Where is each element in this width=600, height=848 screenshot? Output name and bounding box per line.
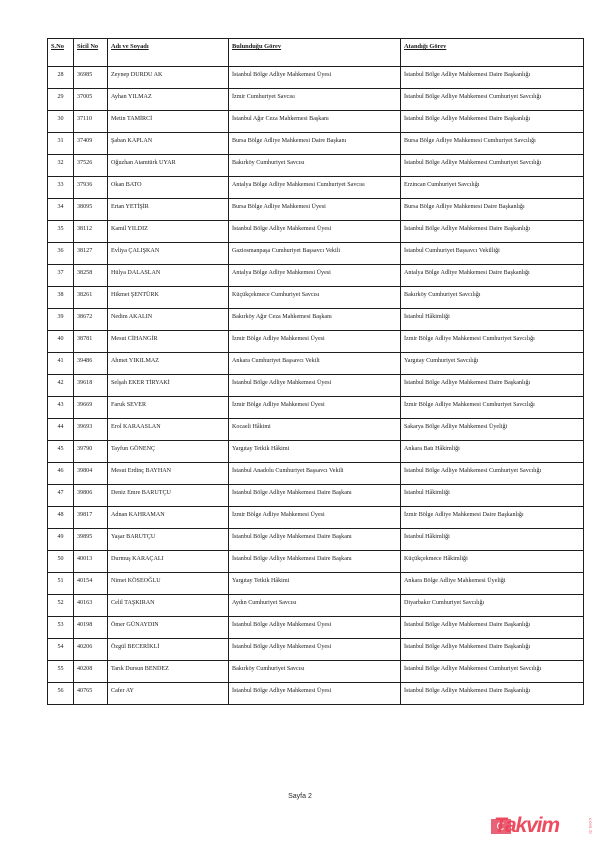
cell-bulundugu-gorev: Bursa Bölge Adliye Mahkemesi Üyesi <box>229 199 401 221</box>
cell-sno: 42 <box>48 375 74 397</box>
table-row <box>48 551 584 573</box>
cell-atandigi-gorev: İstanbul Bölge Adliye Mahkemesi Cumhuriyet Savcılığı <box>401 155 584 177</box>
cell-bulundugu-gorev: Bakırköy Ağır Ceza Mahkemesi Başkanı <box>229 309 401 331</box>
cell-bulundugu-gorev: İstanbul Bölge Adliye Mahkemesi Üyesi <box>229 375 401 397</box>
cell-atandigi-gorev: İstanbul Bölge Adliye Mahkemesi Daire Başkanlığı <box>401 221 584 243</box>
cell-atandigi-gorev: İstanbul Hâkimliği <box>401 485 584 507</box>
cell-ad-soyad: Oğuzhan Atamtürk UYAR <box>108 155 229 177</box>
cell-ad-soyad: Metin TAMİRCİ <box>108 111 229 133</box>
cell-atandigi-gorev: Antalya Bölge Adliye Mahkemesi Daire Başkanlığı <box>401 265 584 287</box>
cell-sicil-no: 38258 <box>74 265 108 287</box>
table-row <box>48 507 584 529</box>
cell-ad-soyad: Nimet KÖSEOĞLU <box>108 573 229 595</box>
cell-bulundugu-gorev: İzmir Bölge Adliye Mahkemesi Üyesi <box>229 397 401 419</box>
cell-ad-soyad: Faruk SEVER <box>108 397 229 419</box>
cell-atandigi-gorev: İzmir Bölge Adliye Mahkemesi Cumhuriyet Savcılığı <box>401 397 584 419</box>
cell-sno: 40 <box>48 331 74 353</box>
cell-sno: 47 <box>48 485 74 507</box>
cell-atandigi-gorev: İstanbul Hâkimliği <box>401 309 584 331</box>
table-row <box>48 375 584 397</box>
cell-atandigi-gorev: İstanbul Cumhuriyet Başsavcı Vekilliği <box>401 243 584 265</box>
cell-bulundugu-gorev: Yargıtay Tetkik Hâkimi <box>229 441 401 463</box>
appointments-table <box>47 38 584 705</box>
cell-bulundugu-gorev: İstanbul Bölge Adliye Mahkemesi Üyesi <box>229 683 401 705</box>
cell-sicil-no: 39804 <box>74 463 108 485</box>
cell-bulundugu-gorev: Ankara Cumhuriyet Başsavcı Vekili <box>229 353 401 375</box>
table-row <box>48 353 584 375</box>
cell-sicil-no: 39895 <box>74 529 108 551</box>
cell-bulundugu-gorev: İzmir Bölge Adliye Mahkemesi Üyesi <box>229 331 401 353</box>
table-row <box>48 199 584 221</box>
cell-bulundugu-gorev: İstanbul Bölge Adliye Mahkemesi Üyesi <box>229 67 401 89</box>
cell-sno: 35 <box>48 221 74 243</box>
cell-sicil-no: 38672 <box>74 309 108 331</box>
cell-sicil-no: 39486 <box>74 353 108 375</box>
table-row <box>48 639 584 661</box>
cell-ad-soyad: Adnan KAHRAMAN <box>108 507 229 529</box>
watermark-brand: Takvim <box>494 814 559 837</box>
cell-bulundugu-gorev: İstanbul Bölge Adliye Mahkemesi Daire Başkanı <box>229 551 401 573</box>
cell-sicil-no: 38095 <box>74 199 108 221</box>
table-row <box>48 485 584 507</box>
cell-ad-soyad: Ahmet YIKILMAZ <box>108 353 229 375</box>
cell-ad-soyad: Mesut Erdinç BAYHAN <box>108 463 229 485</box>
cell-sno: 54 <box>48 639 74 661</box>
cell-sicil-no: 39790 <box>74 441 108 463</box>
cell-sno: 44 <box>48 419 74 441</box>
cell-atandigi-gorev: Küçükçekmece Hâkimliği <box>401 551 584 573</box>
cell-sicil-no: 37409 <box>74 133 108 155</box>
cell-sicil-no: 39693 <box>74 419 108 441</box>
table-row <box>48 661 584 683</box>
table-row <box>48 419 584 441</box>
cell-sno: 39 <box>48 309 74 331</box>
cell-bulundugu-gorev: İstanbul Bölge Adliye Mahkemesi Daire Başkanı <box>229 529 401 551</box>
column-header-sicil-no: Sicil No <box>74 39 108 67</box>
cell-atandigi-gorev: Erzincan Cumhuriyet Savcılığı <box>401 177 584 199</box>
cell-atandigi-gorev: İstanbul Bölge Adliye Mahkemesi Cumhuriyet Savcılığı <box>401 89 584 111</box>
cell-atandigi-gorev: İstanbul Hâkimliği <box>401 529 584 551</box>
cell-atandigi-gorev: İstanbul Bölge Adliye Mahkemesi Daire Başkanlığı <box>401 375 584 397</box>
column-header-bulundugu-gorev: Bulunduğu Görev <box>229 39 401 67</box>
cell-bulundugu-gorev: Aydın Cumhuriyet Savcısı <box>229 595 401 617</box>
cell-bulundugu-gorev: İstanbul Bölge Adliye Mahkemesi Üyesi <box>229 617 401 639</box>
cell-sicil-no: 38781 <box>74 331 108 353</box>
cell-atandigi-gorev: Bursa Bölge Adliye Mahkemesi Daire Başkanlığı <box>401 199 584 221</box>
cell-sicil-no: 40198 <box>74 617 108 639</box>
table-row <box>48 287 584 309</box>
cell-atandigi-gorev: İstanbul Bölge Adliye Mahkemesi Cumhuriyet Savcılığı <box>401 661 584 683</box>
cell-sno: 41 <box>48 353 74 375</box>
table-row <box>48 617 584 639</box>
cell-sno: 49 <box>48 529 74 551</box>
cell-ad-soyad: Hülya DALASLAN <box>108 265 229 287</box>
cell-bulundugu-gorev: İstanbul Anadolu Cumhuriyet Başsavcı Vekili <box>229 463 401 485</box>
cell-atandigi-gorev: Sakarya Bölge Adliye Mahkemesi Üyeliği <box>401 419 584 441</box>
cell-sicil-no: 36985 <box>74 67 108 89</box>
cell-bulundugu-gorev: Küçükçekmece Cumhuriyet Savcısı <box>229 287 401 309</box>
cell-atandigi-gorev: İstanbul Bölge Adliye Mahkemesi Daire Başkanlığı <box>401 111 584 133</box>
cell-sicil-no: 37526 <box>74 155 108 177</box>
cell-ad-soyad: Okan BATO <box>108 177 229 199</box>
table-row <box>48 243 584 265</box>
cell-sicil-no: 40208 <box>74 661 108 683</box>
cell-ad-soyad: Evliya ÇALIŞKAN <box>108 243 229 265</box>
cell-atandigi-gorev: İstanbul Bölge Adliye Mahkemesi Daire Başkanlığı <box>401 683 584 705</box>
cell-sicil-no: 37110 <box>74 111 108 133</box>
cell-atandigi-gorev: İstanbul Bölge Adliye Mahkemesi Daire Başkanlığı <box>401 617 584 639</box>
cell-sicil-no: 40163 <box>74 595 108 617</box>
cell-bulundugu-gorev: İzmir Bölge Adliye Mahkemesi Üyesi <box>229 507 401 529</box>
cell-sno: 37 <box>48 265 74 287</box>
cell-sicil-no: 40206 <box>74 639 108 661</box>
cell-bulundugu-gorev: Gaziosmanpaşa Cumhuriyet Başsavcı Vekili <box>229 243 401 265</box>
cell-atandigi-gorev: İstanbul Bölge Adliye Mahkemesi Cumhuriyet Savcılığı <box>401 463 584 485</box>
table-row <box>48 463 584 485</box>
cell-sno: 51 <box>48 573 74 595</box>
table-row <box>48 67 584 89</box>
cell-ad-soyad: Mesut CİHANGİR <box>108 331 229 353</box>
table-row <box>48 331 584 353</box>
page-number-footer: Sayfa 2 <box>288 793 312 800</box>
cell-ad-soyad: Deniz Emre BARUTÇU <box>108 485 229 507</box>
cell-sno: 34 <box>48 199 74 221</box>
cell-bulundugu-gorev: Bakırköy Cumhuriyet Savcısı <box>229 155 401 177</box>
cell-sno: 48 <box>48 507 74 529</box>
cell-atandigi-gorev: İzmir Bölge Adliye Mahkemesi Cumhuriyet Savcılığı <box>401 331 584 353</box>
cell-sno: 43 <box>48 397 74 419</box>
cell-sicil-no: 39669 <box>74 397 108 419</box>
cell-sicil-no: 39806 <box>74 485 108 507</box>
cell-sno: 28 <box>48 67 74 89</box>
cell-sno: 38 <box>48 287 74 309</box>
cell-ad-soyad: Özgül BECERİKLİ <box>108 639 229 661</box>
column-header-sno: S.No <box>48 39 74 67</box>
table-row <box>48 397 584 419</box>
table-row <box>48 683 584 705</box>
cell-sno: 30 <box>48 111 74 133</box>
table-row <box>48 155 584 177</box>
cell-sno: 45 <box>48 441 74 463</box>
cell-atandigi-gorev: Diyarbakır Cumhuriyet Savcılığı <box>401 595 584 617</box>
cell-sno: 53 <box>48 617 74 639</box>
cell-ad-soyad: Nedim AKALIN <box>108 309 229 331</box>
cell-sno: 46 <box>48 463 74 485</box>
cell-sicil-no: 39817 <box>74 507 108 529</box>
cell-ad-soyad: Erol KARAASLAN <box>108 419 229 441</box>
column-header-ad-soyad: Adı ve Soyadı <box>108 39 229 67</box>
cell-sno: 50 <box>48 551 74 573</box>
cell-sno: 55 <box>48 661 74 683</box>
cell-atandigi-gorev: İstanbul Bölge Adliye Mahkemesi Daire Başkanlığı <box>401 67 584 89</box>
table-body <box>48 67 584 705</box>
table-row <box>48 133 584 155</box>
table-row <box>48 529 584 551</box>
cell-sno: 36 <box>48 243 74 265</box>
cell-atandigi-gorev: İzmir Bölge Adliye Mahkemesi Daire Başkanlığı <box>401 507 584 529</box>
cell-ad-soyad: Ertan YETİŞİR <box>108 199 229 221</box>
table-row <box>48 177 584 199</box>
appointments-table-container <box>47 38 583 705</box>
cell-sicil-no: 39618 <box>74 375 108 397</box>
cell-bulundugu-gorev: İzmir Cumhuriyet Savcısı <box>229 89 401 111</box>
table-row <box>48 441 584 463</box>
cell-atandigi-gorev: Bakırköy Cumhuriyet Savcılığı <box>401 287 584 309</box>
table-row <box>48 265 584 287</box>
cell-sno: 56 <box>48 683 74 705</box>
cell-sicil-no: 40765 <box>74 683 108 705</box>
table-header-row <box>48 39 584 67</box>
cell-bulundugu-gorev: Bursa Bölge Adliye Mahkemesi Daire Başkanı <box>229 133 401 155</box>
column-header-atandigi-gorev: Atandığı Görev <box>401 39 584 67</box>
cell-atandigi-gorev: İstanbul Bölge Adliye Mahkemesi Daire Başkanlığı <box>401 639 584 661</box>
cell-atandigi-gorev: Ankara Bölge Adliye Mahkemesi Üyeliği <box>401 573 584 595</box>
cell-ad-soyad: Şaban KAPLAN <box>108 133 229 155</box>
cell-ad-soyad: Ayhan YILMAZ <box>108 89 229 111</box>
cell-bulundugu-gorev: İstanbul Bölge Adliye Mahkemesi Daire Başkanı <box>229 485 401 507</box>
cell-bulundugu-gorev: Antalya Bölge Adliye Mahkemesi Cumhuriyet Savcısı <box>229 177 401 199</box>
cell-sicil-no: 37005 <box>74 89 108 111</box>
cell-ad-soyad: Celil TAŞKIRAN <box>108 595 229 617</box>
takvim-watermark <box>489 812 593 842</box>
cell-bulundugu-gorev: İstanbul Bölge Adliye Mahkemesi Üyesi <box>229 639 401 661</box>
cell-ad-soyad: Kamil YILDIZ <box>108 221 229 243</box>
cell-bulundugu-gorev: Antalya Bölge Adliye Mahkemesi Üyesi <box>229 265 401 287</box>
table-row <box>48 595 584 617</box>
cell-ad-soyad: Tarık Dursun BENDEZ <box>108 661 229 683</box>
cell-ad-soyad: Durmuş KARAÇALI <box>108 551 229 573</box>
cell-sicil-no: 40013 <box>74 551 108 573</box>
watermark-domain: com.tr <box>588 818 593 835</box>
cell-bulundugu-gorev: Bakırköy Cumhuriyet Savcısı <box>229 661 401 683</box>
cell-sno: 52 <box>48 595 74 617</box>
cell-ad-soyad: Selşah EKER TİRYAKİ <box>108 375 229 397</box>
table-row <box>48 309 584 331</box>
table-row <box>48 221 584 243</box>
cell-bulundugu-gorev: İstanbul Ağır Ceza Mahkemesi Başkanı <box>229 111 401 133</box>
cell-sicil-no: 38261 <box>74 287 108 309</box>
cell-sicil-no: 37936 <box>74 177 108 199</box>
cell-ad-soyad: Cafer AY <box>108 683 229 705</box>
table-header <box>48 39 584 67</box>
cell-sicil-no: 38112 <box>74 221 108 243</box>
table-row <box>48 111 584 133</box>
cell-bulundugu-gorev: Yargıtay Tetkik Hâkimi <box>229 573 401 595</box>
cell-ad-soyad: Yaşar BARUTÇU <box>108 529 229 551</box>
cell-ad-soyad: Zeynep DURDU AK <box>108 67 229 89</box>
cell-bulundugu-gorev: Kocaeli Hâkimi <box>229 419 401 441</box>
cell-ad-soyad: Hikmet ŞENTÜRK <box>108 287 229 309</box>
table-row <box>48 573 584 595</box>
cell-sicil-no: 40154 <box>74 573 108 595</box>
cell-sno: 33 <box>48 177 74 199</box>
table-row <box>48 89 584 111</box>
cell-bulundugu-gorev: İstanbul Bölge Adliye Mahkemesi Üyesi <box>229 221 401 243</box>
cell-sicil-no: 38127 <box>74 243 108 265</box>
cell-ad-soyad: Ömer GÜNAYDIN <box>108 617 229 639</box>
cell-sno: 29 <box>48 89 74 111</box>
cell-atandigi-gorev: Ankara Batı Hâkimliği <box>401 441 584 463</box>
cell-atandigi-gorev: Yargıtay Cumhuriyet Savcılığı <box>401 353 584 375</box>
cell-ad-soyad: Tayfun GÖNENÇ <box>108 441 229 463</box>
cell-sno: 31 <box>48 133 74 155</box>
cell-sno: 32 <box>48 155 74 177</box>
cell-atandigi-gorev: Bursa Bölge Adliye Mahkemesi Cumhuriyet Savcılığı <box>401 133 584 155</box>
